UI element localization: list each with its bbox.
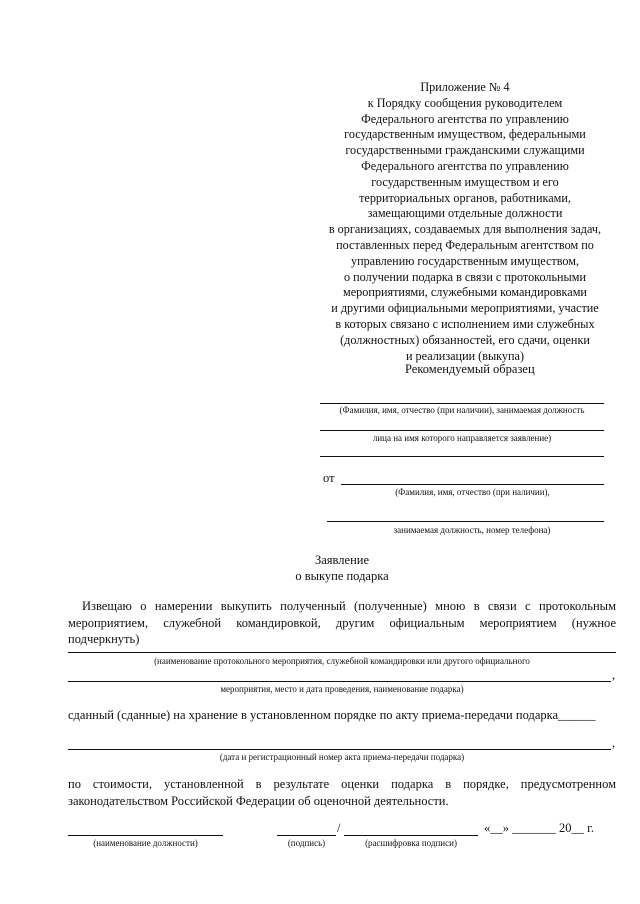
addressee-line-3[interactable] [320,456,604,457]
recommended-sample-label: Рекомендуемый образец [405,362,535,376]
header-line: государственными гражданскими служащими [345,143,585,158]
header-line: территориальных органов, работниками, [359,190,571,205]
addressee-line-2[interactable] [320,430,604,431]
sender-caption-2: занимаемая должность, номер телефона) [393,525,551,535]
header-line: в организациях, создаваемых для выполнения задач, [328,222,602,237]
act-line[interactable] [68,749,611,750]
header-line: (должностных) обязанностей, его сдачи, оценки [340,332,590,347]
sender-position-line[interactable] [327,521,604,522]
intent-paragraph: Извещаю о намерении выкупить полученный (полученные) мною в связи с протокольным мероприятием, служебной командировкой, другим официальным мероприятием (нужное подчеркнуть) [68,599,616,646]
date-field[interactable]: «__» _______ 20__ г. [484,821,594,835]
header-line: Федерального агентства по управлению [361,111,569,126]
header-line: государственным имуществом, федеральными [344,127,586,142]
header-line: управлению государственным имуществом, [350,253,580,268]
position-caption: (наименование должности) [93,838,198,848]
addressee-line[interactable] [320,403,604,404]
addressee-caption-2: лица на имя которого направляется заявление) [372,433,552,443]
header-line: в которых связано с исполнением ими служебных [335,316,595,331]
header-line: и другими официальными мероприятиями, участие [331,301,599,316]
sender-name-line[interactable] [341,484,604,485]
header-line: и реализации (выкупа) [405,348,524,363]
from-label: от [323,471,335,485]
addressee-caption: (Фамилия, имя, отчество (при наличии), занимаемая должность [339,405,585,415]
header-line: замещающими отдельные должности [367,206,563,221]
title-line-1: Заявление [314,553,369,567]
act-comma: , [612,736,616,750]
sender-caption: (Фамилия, имя, отчество (при наличии), [395,487,550,497]
header-line: мероприятиями, служебными командировками [343,285,587,300]
appendix-header [300,80,630,364]
event-caption-1: (наименование протокольного мероприятия, служебной командировки или другого официального [154,656,530,666]
handed-over-text: сданный (сданные) на хранение в установленном порядке по акту приема-передачи подарка______ [68,708,596,722]
header-line: к Порядку сообщения руководителем [367,95,563,110]
position-line[interactable] [68,835,223,836]
header-line: государственным имуществом и его [371,174,559,189]
decoding-caption: (расшифровка подписи) [365,838,457,848]
decoding-line[interactable] [344,835,478,836]
header-line: поставленных перед Федеральным агентством по [336,237,594,252]
title-line-2: о выкупе подарка [295,569,389,583]
signature-caption: (подпись) [287,838,326,848]
header-line: о получении подарка в связи с протокольными [344,269,586,284]
event-line-2[interactable] [68,681,611,682]
appendix-title: Приложение № 4 [420,80,510,94]
event-caption-2: мероприятия, место и дата проведения, наименование подарка) [220,684,464,694]
event-line-1[interactable] [68,652,616,653]
document-title [272,552,412,584]
cost-paragraph: по стоимости, установленной в результате оценки подарка в порядке, предусмотренном законодательством Российской Федерации об оценочной деятельности. [68,777,616,808]
signature-line[interactable] [277,835,336,836]
act-caption: (дата и регистрационный номер акта приема-передачи подарка) [219,752,465,762]
event-comma: , [612,668,616,682]
header-line: Федерального агентства по управлению [361,158,569,173]
signature-slash: / [337,821,341,835]
